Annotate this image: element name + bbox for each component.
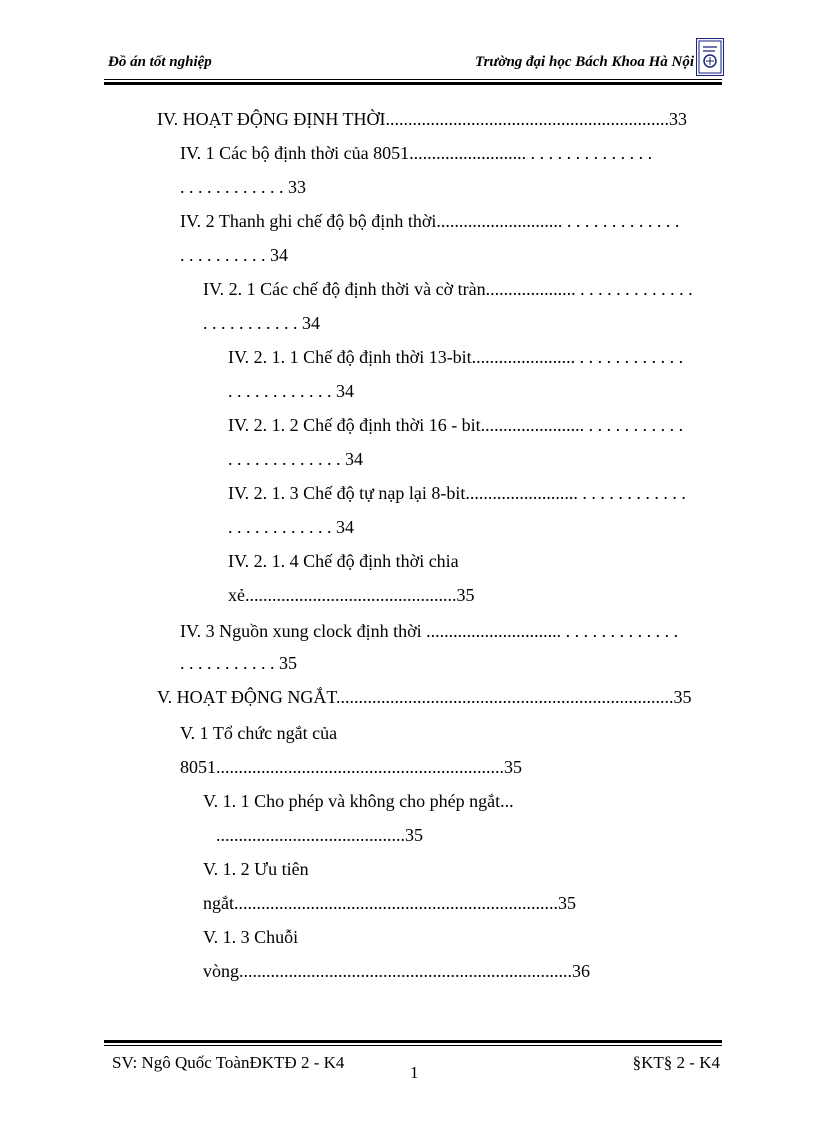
toc-entry: . . . . . . . . . . . 34 <box>203 313 320 333</box>
toc-entry: xẻ...............................................35 <box>228 585 475 605</box>
toc-entry: IV. 2. 1. 4 Chế độ định thời chia <box>228 551 459 571</box>
page-header <box>104 52 722 80</box>
toc-entry: V. HOẠT ĐỘNG NGẮT...........................................................................35 <box>157 687 692 707</box>
toc-entry: V. 1. 1 Cho phép và không cho phép ngắt... <box>203 791 514 811</box>
toc-entry: V. 1. 2 Ưu tiên <box>203 859 309 879</box>
toc-entry: IV. 2. 1. 3 Chế độ tự nạp lại 8-bit......................... . . . . . . . . . . . . <box>228 483 686 503</box>
toc-entry: . . . . . . . . . . 34 <box>180 245 288 265</box>
toc-entry: 8051................................................................35 <box>180 757 522 777</box>
toc-entry: V. 1 Tổ chức ngắt của <box>180 723 338 743</box>
header-right-title: Trường đại học Bách Khoa Hà Nội <box>474 54 694 70</box>
header-left-title: Đồ án tốt nghiệp <box>108 54 212 70</box>
toc-entry: ..........................................35 <box>216 825 423 845</box>
toc-entry: IV. 2. 1 Các chế độ định thời và cờ tràn.................... . . . . . . . . . . . . . <box>203 279 693 299</box>
toc-entry: IV. 2. 1. 1 Chế độ định thời 13-bit....................... . . . . . . . . . . . . <box>228 347 684 367</box>
toc-entry: vòng..........................................................................36 <box>203 961 590 981</box>
toc-entry: . . . . . . . . . . . . 33 <box>180 177 306 197</box>
toc-entry: IV. 3 Nguồn xung clock định thời .............................. . . . . . . . . . . . . . <box>180 621 679 641</box>
university-logo-icon <box>696 38 724 76</box>
header-rule-thick <box>104 82 722 85</box>
toc-entry: . . . . . . . . . . . 35 <box>180 653 297 673</box>
toc-entry: V. 1. 3 Chuỗi <box>203 927 299 947</box>
toc-entry: IV. 2 Thanh ghi chế độ bộ định thời............................ . . . . . . . . . . . . . <box>180 211 680 231</box>
footer-class: §KT§ 2 - K4 <box>632 1053 720 1072</box>
toc-entry: . . . . . . . . . . . . 34 <box>228 381 354 401</box>
toc-entry: . . . . . . . . . . . . 34 <box>228 517 354 537</box>
page-number: 1 <box>410 1063 419 1082</box>
header-rule-thin <box>104 79 722 80</box>
footer-rule-thin <box>104 1045 722 1046</box>
footer-rule-thick <box>104 1040 722 1043</box>
toc-entry: IV. 1 Các bộ định thời của 8051.......................... . . . . . . . . . . . . . . <box>180 143 653 163</box>
toc-entry: . . . . . . . . . . . . . 34 <box>228 449 363 469</box>
toc-entry: ngắt........................................................................35 <box>203 893 576 913</box>
toc-entry: IV. 2. 1. 2 Chế độ định thời 16 - bit....................... . . . . . . . . . . . <box>228 415 684 435</box>
footer-student: SV: Ngô Quốc ToànĐKTĐ 2 - K4 <box>112 1053 345 1072</box>
toc-entry: IV. HOẠT ĐỘNG ĐỊNH THỜI...............................................................33 <box>157 109 687 129</box>
